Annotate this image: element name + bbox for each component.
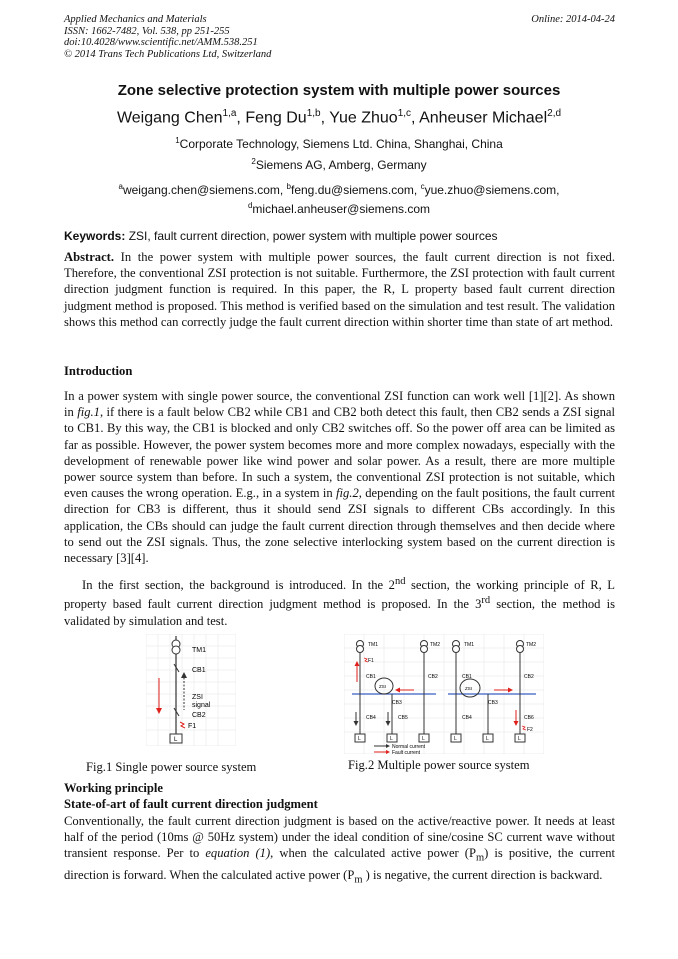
fig1-zsi-label: ZSI (192, 694, 203, 701)
transformer-icon (172, 646, 180, 654)
transformer-icon (421, 646, 428, 653)
fig1-cb1-label: CB1 (192, 667, 206, 674)
author-sup: 1,a (222, 108, 237, 119)
fig1-cb2-label: CB2 (192, 712, 206, 719)
fig2-load-label: L (422, 736, 425, 742)
transformer-icon (357, 646, 364, 653)
keywords-label: Keywords: (64, 229, 126, 243)
author-name: Yue Zhuo (329, 109, 398, 127)
intro-paragraph-1: In a power system with single power source, the conventional ZSI function can work well [1][2]. As shown in fig.1, if there is a fault below CB2 while CB1 and CB2 both detect this fault, then CB2 sends a ZSI signal to CB1. By this way, the CB1 is blocked and only CB2 switches off. So the power off area can be limited as far as possible. However, the power system becomes more and more complex nowadays, especially with the development of renewable power like wind power and solar power. As a result, there are more multiple power source system than before. In such a system, the conventional ZSI protection is not suitable, which even causes the wrong operation. E.g., in a system in fig.2, depending on the fault positions, the fault current direction for CB3 is different, thus it should send ZSI signals to different CBs accordingly. In this application, the CBs should can judge the fault current direction through themselves and then decide where to send out the ZSI signals. Thus, the zone selective interlocking system based on the current direction is necessary [3][4]. (64, 389, 615, 566)
fig2-cb1-label: CB1 (366, 674, 376, 680)
fig2-tm1-label: TM1 (368, 642, 378, 648)
fig2-tm2-label: TM2 (430, 642, 440, 648)
email[interactable]: weigang.chen@siemens.com (122, 183, 280, 197)
transformer-icon (517, 646, 524, 653)
intro-paragraph-2: In the first section, the background is introduced. In the 2nd section, the working principle of R, L property based fault current direction judgment method is proposed. In the 3rd section, the method is validated by simulation and test. (64, 576, 615, 628)
fig2-cb2-label: CB2 (428, 674, 438, 680)
journal-header (64, 14, 615, 60)
intro-heading: Introduction (64, 364, 133, 378)
author-sup: 1,c (397, 108, 412, 119)
fig2-f2-label: F2 (527, 727, 533, 733)
fig1-tm-label: TM1 (192, 647, 206, 654)
fig1-f1-label: F1 (188, 723, 197, 730)
email[interactable]: feng.du@siemens.com (291, 183, 414, 197)
abstract-text: In the power system with multiple power sources, the fault current direction is not fixed. Therefore, the conventional ZSI protection is not suitable. Furthermore, the ZSI protection with fault current direction judgment function is required. In this paper, the R, L property based fault current direction judgment method is proposed. This method is verified based on the simulation and test result. The validation shows this method can correctly judge the fault current direction within shorter time than state of art method. (64, 250, 615, 329)
fig2-cb2-label: CB2 (524, 674, 534, 680)
fig2-cb3-label: CB3 (488, 700, 498, 706)
journal-name: Applied Mechanics and Materials (64, 14, 207, 25)
affiliation-2: $^2$Siemens AG, Amberg, Germany (251, 157, 427, 172)
journal-issn: ISSN: 1662-7482, Vol. 538, pp 251-255 (64, 25, 230, 37)
email[interactable]: yue.zhuo@siemens.com (424, 183, 557, 197)
fig2-tm1-label: TM1 (464, 642, 474, 648)
author-name: Anheuser Michael (419, 109, 548, 127)
fig2-load-label: L (358, 736, 361, 742)
fig2-f1-label: F1 (368, 658, 374, 664)
fig2-load-label: L (390, 736, 393, 742)
author-sup: 2,d (547, 108, 562, 119)
author-sup: 1,b (306, 108, 321, 119)
paper-title: Zone selective protection system with multiple power sources (117, 82, 561, 99)
fig2-cb4-label: CB4 (366, 715, 376, 721)
working-heading: Working principle (64, 781, 164, 795)
fig2-cb3-label: CB3 (392, 700, 402, 706)
fig2-load-label: L (486, 736, 489, 742)
figure-1-diagram (146, 634, 236, 746)
keywords (64, 228, 615, 244)
transformer-icon (453, 646, 460, 653)
equation-ref: equation (1) (205, 846, 271, 861)
fig1-load-label: L (174, 737, 178, 743)
fig2-load-label: L (518, 736, 521, 742)
journal-doi: doi:10.4028/www.scientific.net/AMM.538.251 (64, 37, 258, 48)
fig2-cb1-label: CB1 (462, 674, 472, 680)
email-list: $^a$weigang.chen@siemens.com, $^b$feng.du@siemens.com, $^c$yue.zhuo@siemens.com, $^d$michael.anheuser@siemens.com (118, 182, 560, 216)
fig1-signal-label: signal (192, 702, 211, 709)
affiliation-1: $^1$Corporate Technology, Siemens Ltd. China, Shanghai, China (175, 136, 503, 151)
abstract-label: Abstract. (64, 250, 115, 264)
abstract (64, 249, 615, 330)
author-name: Feng Du (245, 109, 307, 127)
fig2-cb4-label: CB4 (462, 715, 472, 721)
online-date: Online: 2014-04-24 (531, 14, 615, 25)
fig2-zsi-label: ZSI (379, 684, 387, 689)
journal-copyright: © 2014 Trans Tech Publications Ltd, Switzerland (64, 48, 272, 60)
legend-fault-label: Fault current (392, 750, 421, 754)
fig2-cb6-label: CB6 (524, 715, 534, 721)
figure-2-diagram (344, 634, 544, 754)
email[interactable]: michael.anheuser@siemens.com (252, 202, 431, 216)
author-list: Weigang Chen$^{1,a}$, Feng Du$^{1,b}$, Yue Zhuo$^{1,c}$, Anheuser Michael$^{2,d}$ (116, 108, 562, 127)
figure-1-caption: Fig.1 Single power source system (86, 760, 257, 774)
fig2-cb5-label: CB5 (398, 715, 408, 721)
fig-ref: fig.1 (77, 405, 100, 420)
legend-normal-label: Normal current (392, 744, 426, 750)
author-name: Weigang Chen (116, 109, 223, 127)
working-paragraph: Conventionally, the fault current direction judgment is based on the active/reactive power. It needs at least half of the period (10ms @ 50Hz system) under the ideal condition of sine/cosine SC current wave without transient response. Per to equation (1), when the calculated active power $(P_m)$ is positive, the current direction is forward. When the calculated active power ($P_m$ ) is negative, the current direction is backward. (64, 814, 616, 886)
fig2-load-label: L (454, 736, 457, 742)
fig-ref: fig.2 (336, 486, 359, 501)
keywords-text: ZSI, fault current direction, power system with multiple power sources (128, 229, 498, 243)
fig2-tm2-label: TM2 (526, 642, 536, 648)
fig2-zsi-label: ZSI (465, 686, 473, 691)
figure-2-caption: Fig.2 Multiple power source system (348, 758, 530, 772)
subsection-heading: State-of-art of fault current direction judgment (64, 797, 318, 811)
